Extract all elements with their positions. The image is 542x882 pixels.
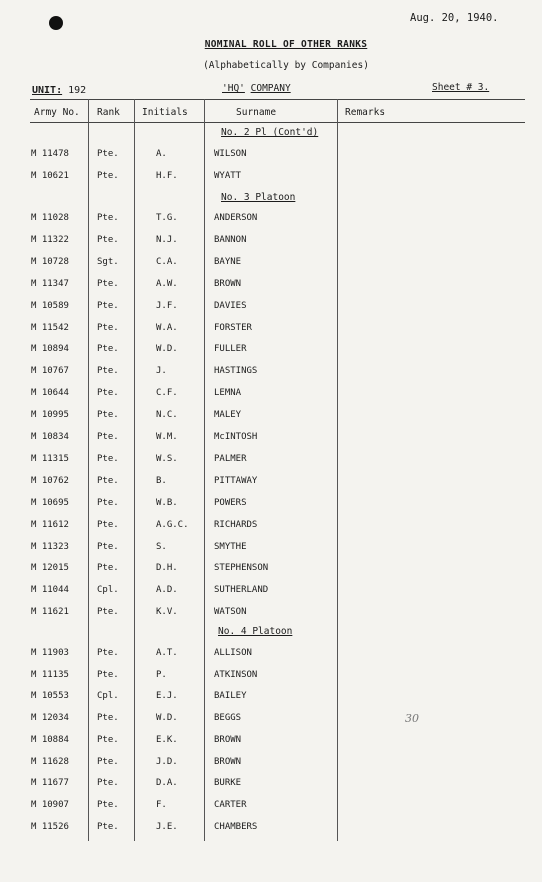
table-row (0, 257, 542, 275)
army-number-cell: M 11322 (31, 234, 69, 245)
initials-cell: W.D. (156, 344, 178, 355)
army-number-cell: M 12034 (31, 713, 69, 724)
table-row (0, 691, 542, 709)
army-number-cell: M 11677 (31, 778, 69, 789)
table-row (0, 520, 542, 538)
surname-cell: MALEY (214, 410, 242, 421)
surname-cell: FORSTER (214, 322, 252, 333)
table-row (0, 454, 542, 472)
army-number-cell: M 11542 (31, 322, 69, 333)
initials-cell: D.A. (156, 778, 178, 789)
table-row (0, 432, 542, 450)
table-row (0, 366, 542, 384)
rank-cell: Pte. (97, 388, 119, 399)
unit-label: UNIT: (32, 85, 63, 96)
rank-cell: Pte. (97, 756, 119, 767)
table-row (0, 410, 542, 428)
rank-cell: Pte. (97, 821, 119, 832)
rank-cell: Pte. (97, 432, 119, 442)
document-subtitle: (Alphabetically by Companies) (203, 60, 369, 71)
sheet-number: Sheet # 3. (432, 82, 490, 93)
section-heading: No. 3 Platoon (221, 192, 296, 203)
rank-cell: Pte. (97, 607, 119, 618)
initials-cell: E.K. (156, 734, 178, 745)
surname-cell: PITTAWAY (214, 475, 258, 486)
initials-cell: A.W. (156, 278, 178, 289)
table-row (0, 713, 542, 731)
company-code: 'HQ' (222, 83, 245, 94)
rank-cell: Pte. (97, 778, 119, 789)
table-top-rule (30, 99, 525, 100)
table-row (0, 344, 542, 362)
table-row (0, 498, 542, 516)
rank-cell: Pte. (97, 648, 119, 658)
army-number-cell: M 10884 (31, 734, 69, 745)
surname-cell: BROWN (214, 278, 242, 289)
initials-cell: K.V. (156, 607, 178, 618)
army-number-cell: M 11478 (31, 149, 69, 159)
table-row (0, 607, 542, 625)
army-number-cell: M 11621 (31, 607, 69, 618)
army-number-cell: M 10728 (31, 256, 69, 267)
army-number-cell: M 11044 (31, 585, 69, 596)
punch-hole (49, 16, 63, 30)
header-army-no: Army No. (34, 107, 80, 118)
rank-cell: Sgt. (97, 256, 119, 267)
table-row (0, 149, 542, 167)
army-number-cell: M 11526 (31, 821, 69, 832)
surname-cell: BANNON (214, 234, 247, 245)
army-number-cell: M 10553 (31, 691, 69, 702)
rank-cell: Pte. (97, 300, 119, 311)
table-row (0, 778, 542, 796)
initials-cell: E.J. (156, 691, 178, 702)
initials-cell: T.G. (156, 213, 178, 223)
rank-cell: Pte. (97, 344, 119, 355)
table-row (0, 648, 542, 666)
rank-cell: Pte. (97, 734, 119, 745)
document-title: NOMINAL ROLL OF OTHER RANKS (204, 39, 368, 50)
surname-cell: BAILEY (214, 691, 247, 702)
header-surname: Surname (236, 107, 277, 118)
initials-cell: J.E. (156, 821, 178, 832)
army-number-cell: M 11315 (31, 453, 69, 464)
rank-cell: Pte. (97, 475, 119, 486)
table-row (0, 235, 542, 253)
table-row (0, 585, 542, 603)
initials-cell: A.G.C. (156, 519, 189, 530)
surname-cell: HASTINGS (214, 366, 258, 377)
surname-cell: BEGGS (214, 713, 242, 724)
initials-cell: S. (156, 541, 167, 552)
initials-cell: D.H. (156, 563, 178, 574)
table-row (0, 670, 542, 688)
table-row (0, 388, 542, 406)
surname-cell: WATSON (214, 607, 247, 618)
rank-cell: Pte. (97, 410, 119, 421)
initials-cell: N.C. (156, 410, 178, 421)
table-row (0, 476, 542, 494)
rank-cell: Pte. (97, 713, 119, 724)
rank-cell: Cpl. (97, 691, 119, 702)
surname-cell: ALLISON (214, 648, 252, 658)
army-number-cell: M 10695 (31, 497, 69, 508)
initials-cell: W.S. (156, 453, 178, 464)
surname-cell: DAVIES (214, 300, 247, 311)
army-number-cell: M 11135 (31, 669, 69, 680)
army-number-cell: M 11903 (31, 648, 69, 658)
surname-cell: WYATT (214, 171, 242, 181)
surname-cell: LEMNA (214, 388, 242, 399)
initials-cell: H.F. (156, 171, 178, 181)
surname-cell: CARTER (214, 799, 247, 810)
rank-cell: Pte. (97, 563, 119, 574)
surname-cell: CHAMBERS (214, 821, 258, 832)
army-number-cell: M 10907 (31, 799, 69, 810)
surname-cell: FULLER (214, 344, 247, 355)
army-number-cell: M 10834 (31, 432, 69, 442)
surname-cell: McINTOSH (214, 432, 258, 442)
army-number-cell: M 11028 (31, 213, 69, 223)
header-rule (30, 122, 525, 123)
table-row (0, 563, 542, 581)
initials-cell: W.B. (156, 497, 178, 508)
header-remarks: Remarks (345, 107, 386, 118)
rank-cell: Pte. (97, 278, 119, 289)
surname-cell: POWERS (214, 497, 247, 508)
unit-value: 192 (68, 85, 87, 96)
header-initials: Initials (142, 107, 188, 118)
initials-cell: W.A. (156, 322, 178, 333)
army-number-cell: M 10589 (31, 300, 69, 311)
rank-cell: Pte. (97, 799, 119, 810)
rank-cell: Pte. (97, 541, 119, 552)
army-number-cell: M 10995 (31, 410, 69, 421)
initials-cell: J.F. (156, 300, 178, 311)
table-row (0, 323, 542, 341)
army-number-cell: M 11612 (31, 519, 69, 530)
handwritten-mark: 30 (405, 712, 419, 725)
table-row (0, 735, 542, 753)
surname-cell: STEPHENSON (214, 563, 269, 574)
table-row (0, 171, 542, 189)
army-number-cell: M 11628 (31, 756, 69, 767)
surname-cell: BROWN (214, 756, 242, 767)
initials-cell: J. (156, 366, 167, 377)
surname-cell: PALMER (214, 453, 247, 464)
table-row (0, 301, 542, 319)
army-number-cell: M 11323 (31, 541, 69, 552)
table-row (0, 213, 542, 231)
initials-cell: C.A. (156, 256, 178, 267)
rank-cell: Pte. (97, 366, 119, 377)
rank-cell: Pte. (97, 171, 119, 181)
surname-cell: ATKINSON (214, 669, 258, 680)
initials-cell: W.D. (156, 713, 178, 724)
surname-cell: RICHARDS (214, 519, 258, 530)
initials-cell: F. (156, 799, 167, 810)
surname-cell: SUTHERLAND (214, 585, 269, 596)
initials-cell: B. (156, 475, 167, 486)
army-number-cell: M 10894 (31, 344, 69, 355)
army-number-cell: M 10762 (31, 475, 69, 486)
rank-cell: Cpl. (97, 585, 119, 596)
header-rank: Rank (97, 107, 120, 118)
company-name (222, 83, 291, 94)
table-row (0, 542, 542, 560)
initials-cell: N.J. (156, 234, 178, 245)
section-heading: No. 2 Pl (Cont'd) (221, 127, 319, 138)
army-number-cell: M 12015 (31, 563, 69, 574)
table-row (0, 279, 542, 297)
rank-cell: Pte. (97, 519, 119, 530)
surname-cell: BURKE (214, 778, 242, 789)
initials-cell: C.F. (156, 388, 178, 399)
surname-cell: SMYTHE (214, 541, 247, 552)
section-heading: No. 4 Platoon (218, 626, 293, 637)
document-date: Aug. 20, 1940. (410, 12, 499, 24)
surname-cell: WILSON (214, 149, 247, 159)
army-number-cell: M 10767 (31, 366, 69, 377)
rank-cell: Pte. (97, 453, 119, 464)
initials-cell: A.D. (156, 585, 178, 596)
initials-cell: J.D. (156, 756, 178, 767)
surname-cell: BAYNE (214, 256, 242, 267)
rank-cell: Pte. (97, 322, 119, 333)
army-number-cell: M 10644 (31, 388, 69, 399)
rank-cell: Pte. (97, 149, 119, 159)
table-row (0, 800, 542, 818)
unit-line (32, 85, 86, 96)
rank-cell: Pte. (97, 497, 119, 508)
rank-cell: Pte. (97, 234, 119, 245)
rank-cell: Pte. (97, 213, 119, 223)
initials-cell: P. (156, 669, 167, 680)
surname-cell: ANDERSON (214, 213, 258, 223)
company-word: COMPANY (250, 83, 291, 94)
initials-cell: W.M. (156, 432, 178, 442)
initials-cell: A. (156, 149, 167, 159)
army-number-cell: M 10621 (31, 171, 69, 181)
table-row (0, 757, 542, 775)
surname-cell: BROWN (214, 734, 242, 745)
army-number-cell: M 11347 (31, 278, 69, 289)
rank-cell: Pte. (97, 669, 119, 680)
initials-cell: A.T. (156, 648, 178, 658)
table-row (0, 822, 542, 840)
